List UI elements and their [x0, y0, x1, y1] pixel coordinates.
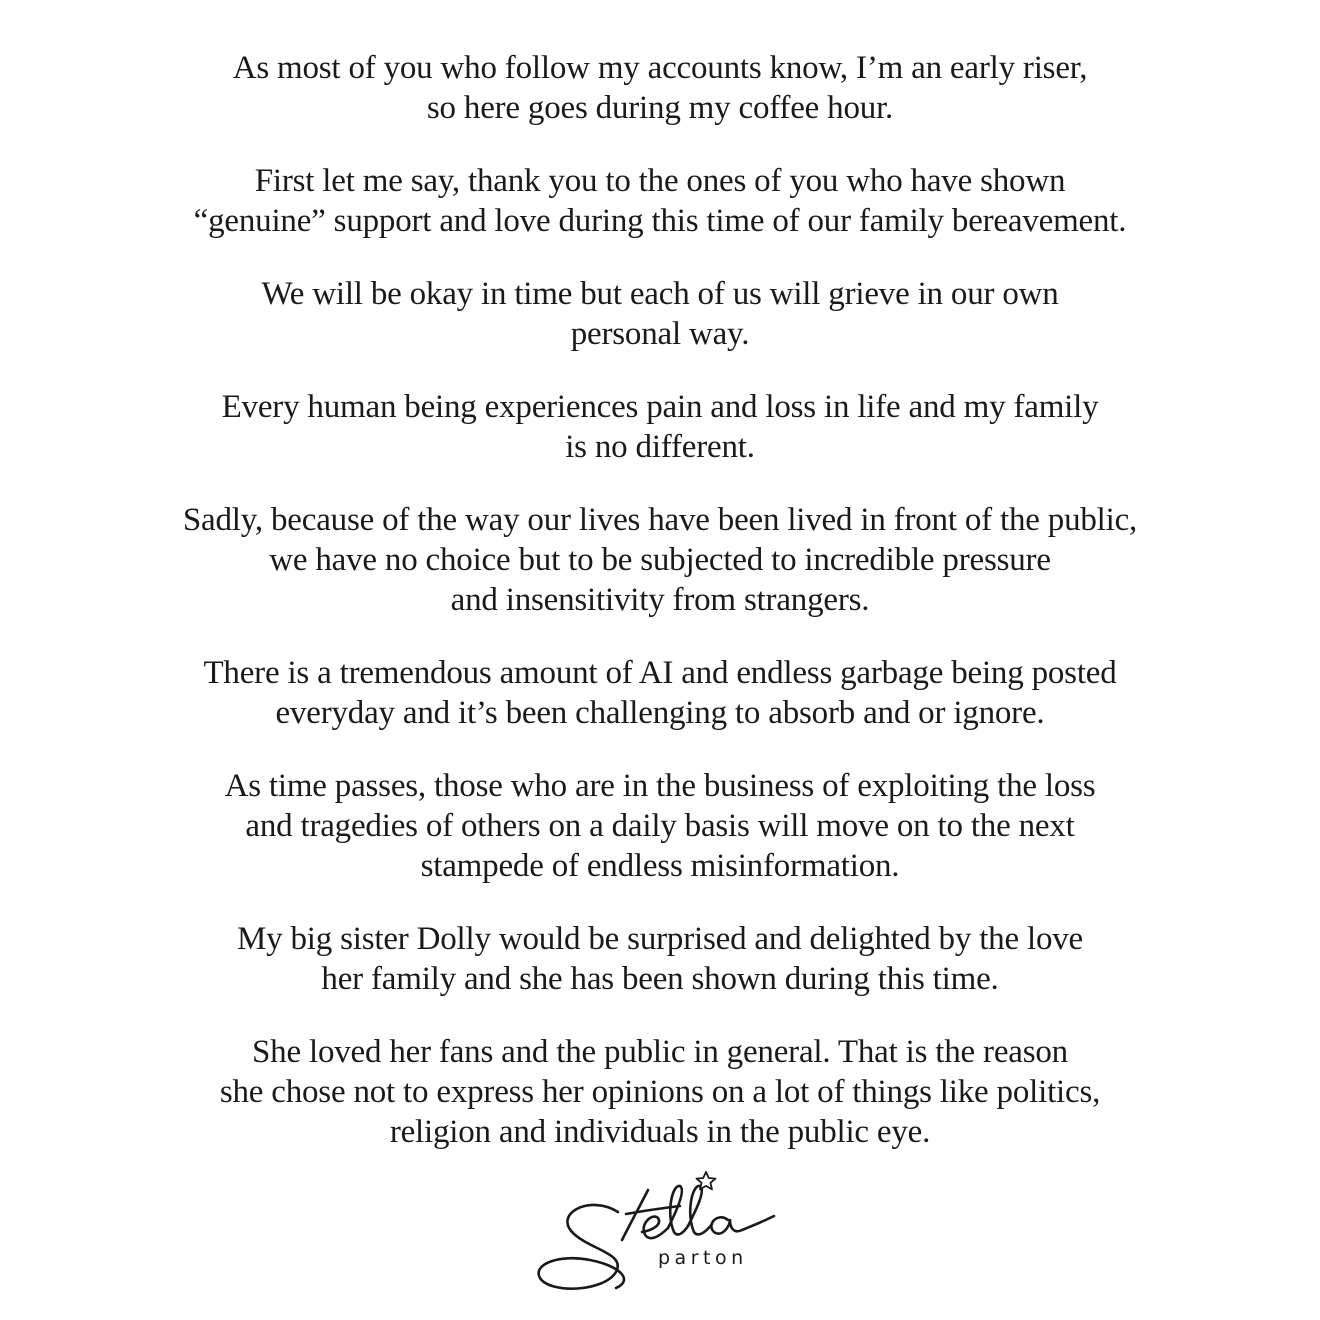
letter-line: religion and individuals in the public eye. — [389, 1114, 931, 1150]
letter-line: My big sister Dolly would be surprised and delighted by the love — [237, 921, 1083, 957]
letter-line: stampede of endless misinformation. — [420, 848, 900, 884]
letter-line: Every human being experiences pain and loss in life and my family — [221, 389, 1099, 425]
letter-line: we have no choice but to be subjected to incredible pressure — [269, 542, 1051, 578]
signature-a-stroke — [711, 1216, 774, 1234]
letter-line: First let me say, thank you to the ones of you who have shown — [254, 163, 1066, 199]
letter-line: As most of you who follow my accounts know, I’m an early riser, — [232, 50, 1088, 86]
letter-line: She loved her fans and the public in general. That is the reason — [252, 1034, 1068, 1070]
letter-line: she chose not to express her opinions on a lot of things like politics, — [219, 1074, 1101, 1110]
signature-surname: parton — [658, 1247, 748, 1269]
letter-paragraph — [80, 161, 1240, 241]
letter-paragraph — [80, 387, 1240, 467]
letter-line: As time passes, those who are in the business of exploiting the loss — [224, 768, 1096, 804]
letter-line: and insensitivity from strangers. — [450, 582, 870, 618]
letter-line: so here goes during my coffee hour. — [426, 90, 894, 126]
letter-paragraph — [80, 274, 1240, 354]
letter-line: “genuine” support and love during this time of our family bereavement. — [193, 203, 1127, 239]
letter-paragraph — [80, 653, 1240, 733]
letter-line: We will be okay in time but each of us will grieve in our own — [261, 276, 1059, 312]
letter-line: There is a tremendous amount of AI and endless garbage being posted — [203, 655, 1117, 691]
letter-line: and tragedies of others on a daily basis will move on to the next — [245, 808, 1075, 844]
letter-paragraph — [80, 48, 1240, 128]
letter-line: everyday and it’s been challenging to absorb and or ignore. — [275, 695, 1045, 731]
letter-line: is no different. — [565, 429, 755, 465]
signature-logo — [530, 1168, 790, 1298]
letter-line: personal way. — [570, 316, 750, 352]
letter-line: her family and she has been shown during this time. — [321, 961, 999, 997]
signature-e-stroke — [642, 1217, 668, 1239]
signature-graphic — [530, 1168, 790, 1298]
letter-paragraph — [80, 766, 1240, 886]
letter-body — [80, 48, 1240, 1185]
letter-paragraph — [80, 1032, 1240, 1152]
signature-l1-stroke — [668, 1186, 688, 1235]
letter-line: Sadly, because of the way our lives have been lived in front of the public, — [182, 502, 1138, 538]
signature-s-stroke — [539, 1205, 624, 1289]
signature-l2-stroke — [688, 1186, 712, 1235]
letter-paragraph — [80, 500, 1240, 620]
letter-paragraph — [80, 919, 1240, 999]
